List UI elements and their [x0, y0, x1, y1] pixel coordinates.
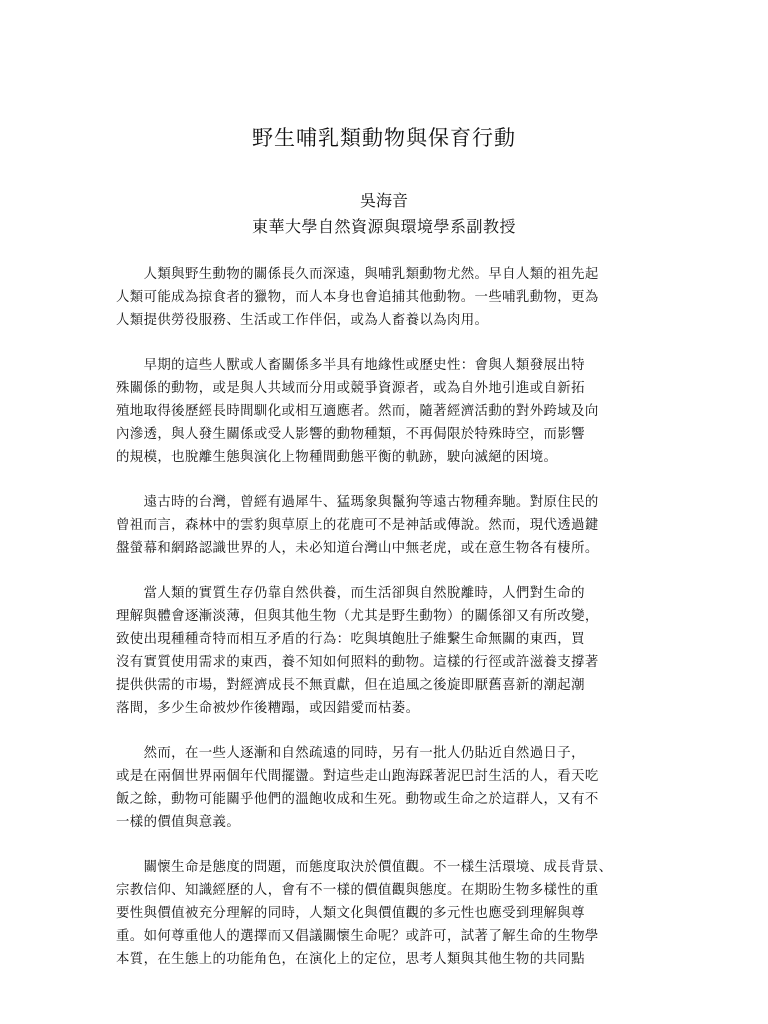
text-line: 早期的這些人獸或人畜關係多半具有地緣性或歷史性：會與人類發展出特	[116, 358, 585, 373]
text-line: 一樣的價值與意義。	[116, 815, 241, 830]
text-line: 曾祖而言，森林中的雲豹與草原上的花鹿可不是神話或傳說。然而，現代透過鍵	[116, 518, 599, 533]
text-line: 然而，在一些人逐漸和自然疏遠的同時，另有一批人仍貼近自然過日子，	[116, 746, 585, 761]
text-line: 關懷生命是態度的問題，而態度取決於價值觀。不一樣生活環境、成長背景、	[116, 860, 613, 875]
paragraph	[116, 491, 658, 560]
text-line: 致使出現種種奇特而相互矛盾的行為：吃與填飽肚子維繫生命無關的東西，買	[116, 632, 585, 647]
document-title: 野生哺乳類動物與保育行動	[252, 126, 516, 150]
text-line: 人類與野生動物的關係長久而深遠，與哺乳類動物尤然。早自人類的祖先起	[116, 267, 599, 282]
body-text	[116, 263, 658, 993]
text-line: 重。如何尊重他人的選擇而又倡議關懷生命呢？或許可，試著了解生命的生物學	[116, 929, 599, 944]
text-line: 遠古時的台灣，曾經有過犀牛、猛瑪象與鬣狗等遠古物種奔馳。對原住民的	[116, 495, 599, 510]
text-line: 宗教信仰、知識經歷的人，會有不一樣的價值觀與態度。在期盼生物多樣性的重	[116, 883, 599, 898]
author-name: 吳海音	[359, 191, 408, 210]
paragraph	[116, 354, 658, 469]
text-line: 飯之餘，動物可能關乎他們的溫飽收成和生死。動物或生命之於這群人，又有不	[116, 792, 599, 807]
text-line: 落間，多少生命被炒作後糟蹋，或因錯愛而枯萎。	[116, 701, 420, 716]
paragraph	[116, 263, 658, 332]
text-line: 要性與價值被充分理解的同時，人類文化與價值觀的多元性也應受到理解與尊	[116, 906, 585, 921]
text-line: 殖地取得後歷經長時間馴化或相互適應者。然而，隨著經濟活動的對外跨域及向	[116, 404, 599, 419]
text-line: 理解與體會逐漸淡薄，但與其他生物（尤其是野生動物）的關係卻又有所改變，	[116, 609, 599, 624]
text-line: 當人類的實質生存仍靠自然供養，而生活卻與自然脫離時，人們對生命的	[116, 586, 585, 601]
text-line: 內滲透，與人發生關係或受人影響的動物種類，不再侷限於特殊時空，而影響	[116, 427, 585, 442]
text-line: 人類提供勞役服務、生活或工作伴侶，或為人畜養以為肉用。	[116, 313, 489, 328]
text-line: 的規模，也脫離生態與演化上物種間動態平衡的軌跡，駛向滅絕的困境。	[116, 450, 558, 465]
text-line: 人類可能成為掠食者的獵物，而人本身也會追捕其他動物。一些哺乳動物，更為	[116, 290, 599, 305]
text-line: 盤螢幕和網路認識世界的人，未必知道台灣山中無老虎，或在意生物各有棲所。	[116, 541, 599, 556]
text-line: 沒有實質使用需求的東西，養不知如何照料的動物。這樣的行徑或許滋養支撐著	[116, 655, 599, 670]
text-line: 殊關係的動物，或是與人共域而分用或競爭資源者，或為自外地引進或自新拓	[116, 381, 585, 396]
paragraph	[116, 742, 658, 834]
text-line: 或是在兩個世界兩個年代間擺盪。對這些走山跑海踩著泥巴討生活的人，看天吃	[116, 769, 599, 784]
paragraph	[116, 856, 658, 971]
text-line: 提供供需的市場，對經濟成長不無貢獻，但在追風之後旋即厭舊喜新的潮起潮	[116, 678, 585, 693]
paragraph	[116, 582, 658, 720]
text-line: 本質，在生態上的功能角色，在演化上的定位，思考人類與其他生物的共同點	[116, 952, 585, 967]
author-affiliation: 東華大學自然資源與環境學系副教授	[251, 217, 516, 236]
